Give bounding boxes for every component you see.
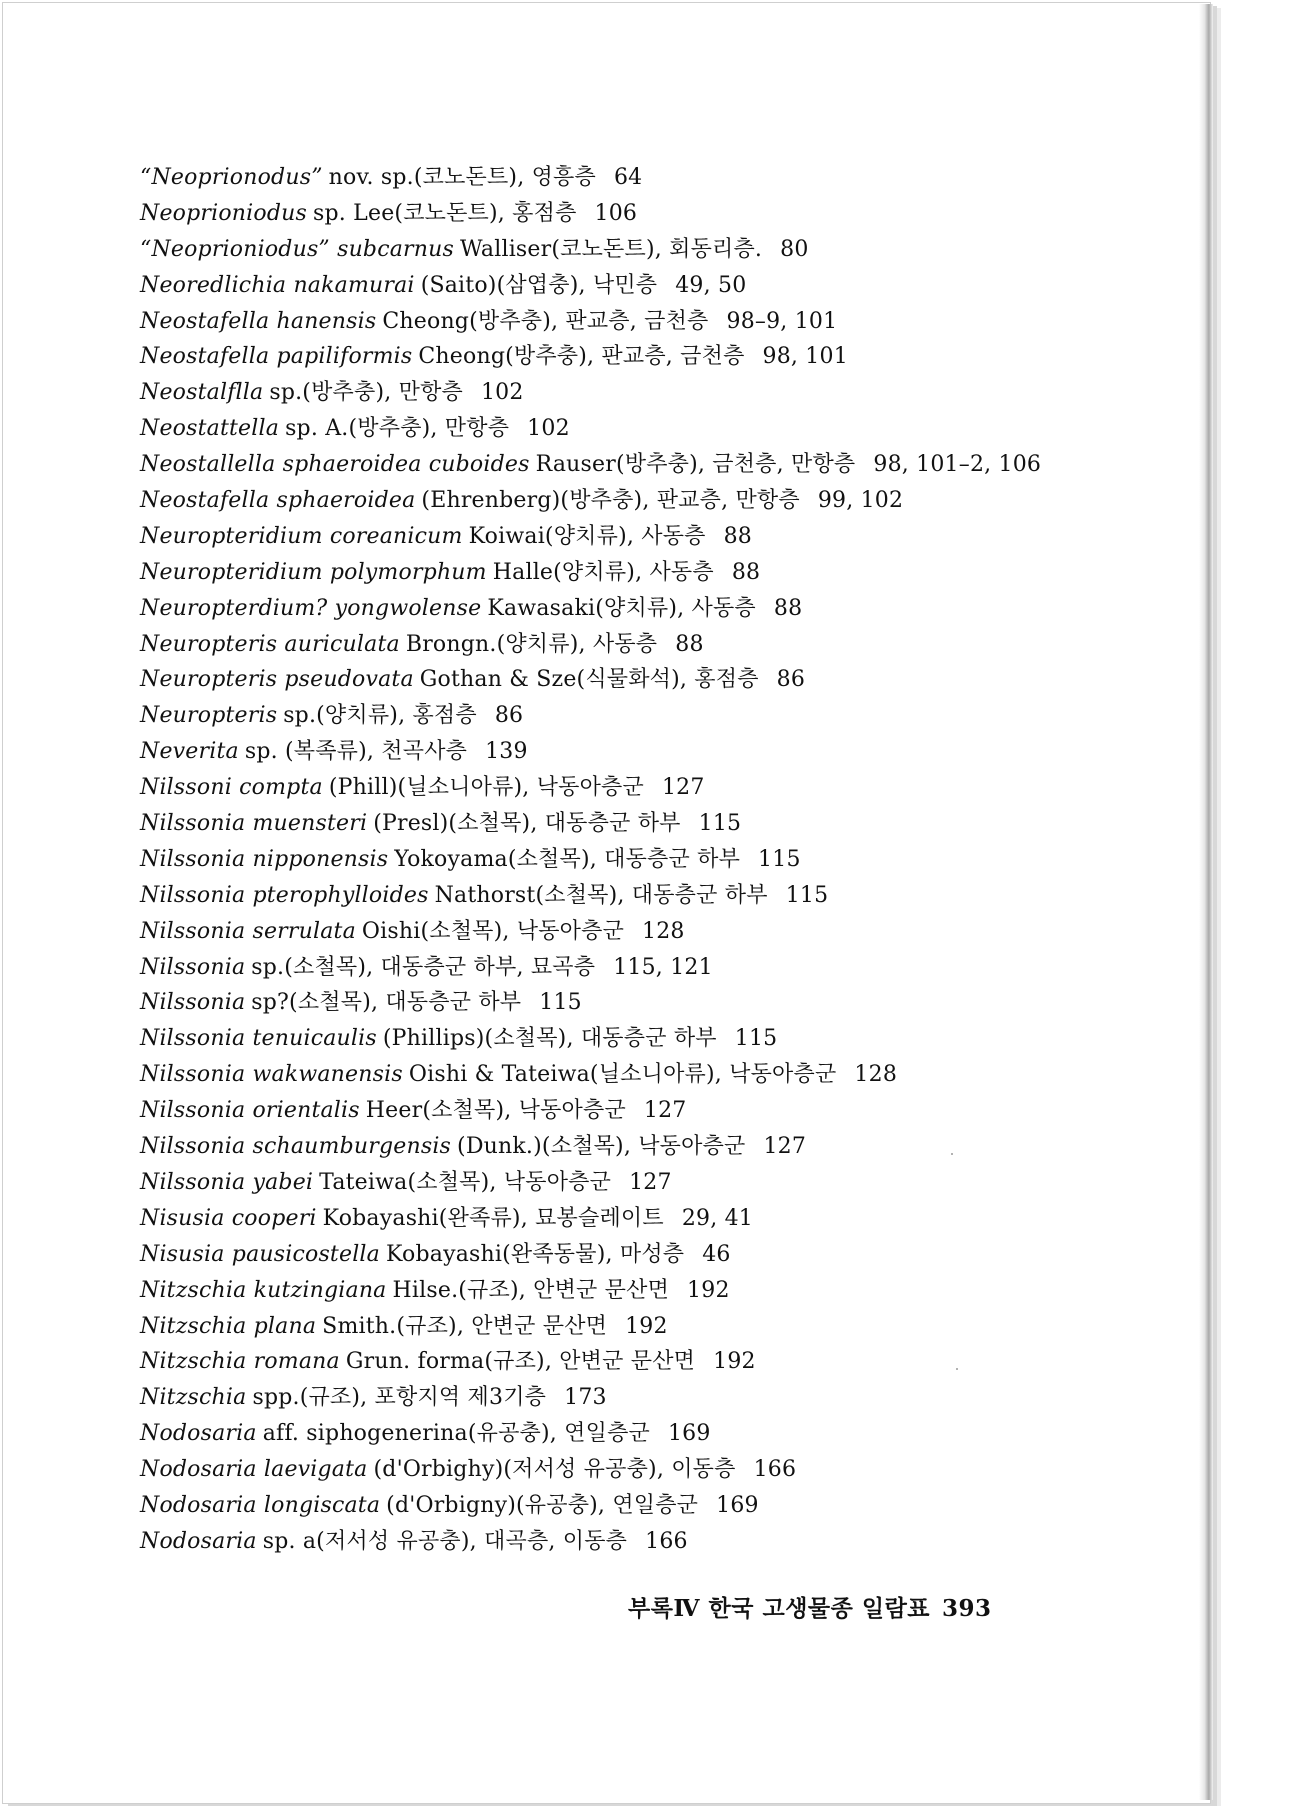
- taxon-name: Neverita: [140, 739, 239, 765]
- taxon-name: “Neoprioniodus” subcarnus: [140, 236, 454, 262]
- page-references: 88: [723, 523, 753, 549]
- index-entry: [140, 1237, 1140, 1273]
- entry-details: sp. a(저서성 유공충), 대곡층, 이동층: [262, 1528, 628, 1554]
- page-references: 173: [564, 1385, 607, 1411]
- index-entry: [140, 878, 1140, 914]
- page-references: 115: [758, 846, 801, 872]
- taxon-name: Neostattella: [140, 416, 280, 442]
- entry-details: Kobayashi(완족류), 묘봉슬레이트: [322, 1205, 664, 1231]
- page-references: 115: [539, 990, 582, 1016]
- taxon-name: Nilssonia: [140, 990, 246, 1016]
- taxon-name: “Neoprionodus”: [140, 165, 323, 190]
- entry-details: Brongn.(양치류), 사동층: [405, 631, 658, 657]
- index-entry: [140, 914, 1140, 950]
- index-entry: [140, 1452, 1140, 1488]
- index-entry: [140, 1201, 1140, 1237]
- page-references: 115: [698, 811, 742, 837]
- taxon-name: Nilssonia: [140, 954, 246, 980]
- taxon-name: Nilssonia tenuicaulis: [140, 1026, 377, 1052]
- entry-details: Nathorst(소철목), 대동층군 하부: [434, 882, 768, 908]
- page-references: 29, 41: [681, 1205, 753, 1231]
- index-entry: [140, 411, 1140, 447]
- page-references: 127: [661, 775, 705, 801]
- entry-details: sp.(양치류), 홍점층: [283, 703, 477, 729]
- taxon-name: Nilssonia yabei: [140, 1169, 314, 1195]
- index-entry: [140, 1057, 1140, 1093]
- page-references: 166: [753, 1457, 797, 1483]
- entry-details: (Phillips)(소철목), 대동층군 하부: [382, 1026, 717, 1052]
- page-references: 115, 121: [613, 954, 713, 980]
- taxon-name: Nodosaria: [140, 1421, 257, 1447]
- taxon-name: Neostalflla: [140, 380, 264, 406]
- page-references: 192: [713, 1349, 756, 1375]
- page-references: 102: [480, 380, 524, 406]
- page-references: 46: [702, 1241, 731, 1267]
- page-references: 169: [716, 1492, 759, 1518]
- index-entry: [140, 555, 1140, 591]
- page-references: 115: [734, 1026, 778, 1052]
- entry-details: Gothan & Sze(식물화석), 홍점층: [419, 667, 759, 693]
- page-references: 127: [643, 1098, 687, 1124]
- taxon-name: Nodosaria longiscata: [140, 1492, 381, 1518]
- taxon-name: Nilssonia muensteri: [140, 811, 368, 837]
- taxon-name: Nilssonia pterophylloides: [140, 882, 429, 908]
- entry-details: sp.(방추충), 만항층: [269, 380, 463, 406]
- print-speck: [951, 1153, 953, 1155]
- entry-details: Yokoyama(소철목), 대동층군 하부: [394, 846, 741, 872]
- index-entry: [140, 1344, 1140, 1380]
- index-entry: [140, 339, 1140, 375]
- index-entry: [140, 1488, 1140, 1524]
- index-entry: [140, 662, 1140, 698]
- entry-details: Oishi & Tateiwa(닐소니아류), 낙동아층군: [408, 1062, 837, 1088]
- taxon-name: Neostafella hanensis: [140, 308, 377, 334]
- taxon-name: Neuropteris pseudovata: [140, 667, 414, 693]
- page-references: 88: [731, 559, 761, 585]
- page-references: 127: [763, 1134, 807, 1160]
- index-entry: [140, 591, 1140, 627]
- entry-details: Koiwai(양치류), 사동층: [468, 523, 706, 549]
- taxon-name: Nilssoni compta: [140, 775, 323, 801]
- appendix-title: 부록Ⅳ 한국 고생물종 일람표: [628, 1595, 931, 1622]
- taxon-name: Nisusia cooperi: [140, 1205, 317, 1231]
- page-references: 115: [785, 882, 829, 908]
- page-references: 139: [485, 739, 528, 765]
- entry-details: spp.(규조), 포항지역 제3기층: [252, 1385, 547, 1411]
- index-entry: [140, 519, 1140, 555]
- entry-details: sp.(소철목), 대동층군 하부, 묘곡층: [251, 954, 596, 980]
- index-entry: [140, 232, 1140, 268]
- taxon-name: Neoprioniodus: [140, 200, 307, 226]
- index-entry: [140, 268, 1140, 304]
- index-entry: [140, 196, 1140, 232]
- index-entry: [140, 1165, 1140, 1201]
- entry-details: (Presl)(소철목), 대동층군 하부: [373, 811, 681, 837]
- index-entry: [140, 160, 1140, 196]
- page-references: 128: [642, 918, 685, 944]
- index-entry: [140, 770, 1140, 806]
- page-references: 88: [773, 595, 803, 621]
- entry-details: (Phill)(닐소니아류), 낙동아층군: [328, 775, 644, 801]
- entry-details: Smith.(규조), 안변군 문산면: [322, 1313, 608, 1339]
- entry-details: nov. sp.(코노돈트), 영흥층: [328, 165, 596, 190]
- index-entry: [140, 1416, 1140, 1452]
- entry-details: Hilse.(규조), 안변군 문산면: [392, 1277, 670, 1303]
- index-entry: [140, 1129, 1140, 1165]
- taxon-name: Neuropteridium coreanicum: [140, 523, 463, 549]
- index-entry: [140, 734, 1140, 770]
- entry-details: Kobayashi(완족동물), 마성층: [385, 1241, 685, 1267]
- index-entry: [140, 627, 1140, 663]
- page-references: 128: [854, 1062, 898, 1088]
- entry-details: Rauser(방추충), 금천층, 만항층: [535, 452, 856, 478]
- index-entry: [140, 1524, 1140, 1560]
- entry-details: sp. (복족류), 천곡사층: [244, 739, 468, 765]
- index-entry: [140, 483, 1140, 519]
- index-entry: [140, 1093, 1140, 1129]
- page-references: 106: [594, 200, 638, 226]
- page-references: 166: [645, 1528, 688, 1554]
- taxon-name: Nilssonia schaumburgensis: [140, 1134, 452, 1160]
- print-speck: [956, 1368, 958, 1370]
- taxon-name: Nitzschia kutzingiana: [140, 1277, 387, 1303]
- taxon-name: Nilssonia nipponensis: [140, 846, 389, 872]
- taxon-name: Neostafella papiliformis: [140, 344, 413, 370]
- index-entry: [140, 1273, 1140, 1309]
- index-entry: [140, 1380, 1140, 1416]
- taxon-name: Nitzschia romana: [140, 1349, 340, 1375]
- entry-details: Heer(소철목), 낙동아층군: [365, 1098, 626, 1124]
- taxon-name: Nilssonia orientalis: [140, 1098, 360, 1124]
- page-references: 98, 101–2, 106: [873, 452, 1042, 478]
- page-references: 127: [629, 1169, 672, 1195]
- taxon-name: Nilssonia serrulata: [140, 918, 356, 944]
- page-number: 393: [942, 1595, 992, 1622]
- page-references: 98–9, 101: [726, 308, 838, 334]
- entry-details: Kawasaki(양치류), 사동층: [487, 595, 756, 621]
- page-footer: [628, 1590, 992, 1623]
- taxon-name: Nodosaria laevigata: [140, 1457, 368, 1483]
- entry-details: sp. A.(방추충), 만항층: [285, 416, 510, 442]
- index-entry: [140, 806, 1140, 842]
- taxon-name: Neuropteris auriculata: [140, 631, 400, 657]
- entry-details: Tateiwa(소철목), 낙동아층군: [319, 1169, 612, 1195]
- page-references: 49, 50: [675, 272, 747, 298]
- page-references: 86: [776, 667, 806, 693]
- entry-details: Cheong(방추충), 판교층, 금천층: [418, 344, 745, 370]
- index-entry: [140, 375, 1140, 411]
- entry-details: (Dunk.)(소철목), 낙동아층군: [457, 1134, 746, 1160]
- entry-details: Cheong(방추충), 판교층, 금천층: [382, 308, 709, 334]
- page-references: 99, 102: [817, 488, 904, 514]
- species-index-list: [140, 160, 1140, 1560]
- taxon-name: Nitzschia plana: [140, 1313, 317, 1339]
- page-references: 102: [527, 416, 570, 442]
- page-references: 80: [780, 236, 809, 262]
- page-references: 192: [625, 1313, 668, 1339]
- entry-details: aff. siphogenerina(유공충), 연일층군: [262, 1421, 650, 1447]
- entry-details: (Ehrenberg)(방추충), 판교층, 만항층: [421, 488, 800, 514]
- index-entry: [140, 304, 1140, 340]
- taxon-name: Nisusia pausicostella: [140, 1241, 380, 1267]
- index-entry: [140, 698, 1140, 734]
- entry-details: Halle(양치류), 사동층: [492, 559, 714, 585]
- entry-details: (d'Orbighy)(저서성 유공충), 이동층: [373, 1457, 736, 1483]
- page-references: 86: [494, 703, 524, 729]
- entry-details: Walliser(코노돈트), 회동리층.: [460, 236, 763, 262]
- index-entry: [140, 1021, 1140, 1057]
- index-entry: [140, 950, 1140, 986]
- entry-details: sp. Lee(코노돈트), 홍점층: [313, 200, 577, 226]
- page-references: 192: [687, 1277, 730, 1303]
- taxon-name: Neoredlichia nakamurai: [140, 272, 415, 298]
- entry-details: sp?(소철목), 대동층군 하부: [251, 990, 522, 1016]
- page-references: 98, 101: [762, 344, 848, 370]
- index-entry: [140, 985, 1140, 1021]
- taxon-name: Neostallella sphaeroidea cuboides: [140, 452, 530, 478]
- entry-details: Oishi(소철목), 낙동아층군: [361, 918, 625, 944]
- entry-details: Grun. forma(규조), 안변군 문산면: [345, 1349, 696, 1375]
- entry-details: (Saito)(삼엽충), 낙민층: [420, 272, 658, 298]
- taxon-name: Nodosaria: [140, 1528, 257, 1554]
- taxon-name: Neuropteris: [140, 703, 278, 729]
- taxon-name: Nilssonia wakwanensis: [140, 1062, 403, 1088]
- index-entry: [140, 842, 1140, 878]
- entry-details: (d'Orbigny)(유공충), 연일층군: [386, 1492, 699, 1518]
- page-references: 64: [613, 165, 643, 190]
- taxon-name: Neuropterdium? yongwolense: [140, 595, 482, 621]
- page-references: 88: [675, 631, 704, 657]
- index-entry: [140, 447, 1140, 483]
- index-entry: [140, 1309, 1140, 1345]
- taxon-name: Neuropteridium polymorphum: [140, 559, 487, 585]
- taxon-name: Neostafella sphaeroidea: [140, 488, 416, 514]
- page-edge-shadow: [1199, 4, 1213, 1800]
- taxon-name: Nitzschia: [140, 1385, 247, 1411]
- page-references: 169: [667, 1421, 711, 1447]
